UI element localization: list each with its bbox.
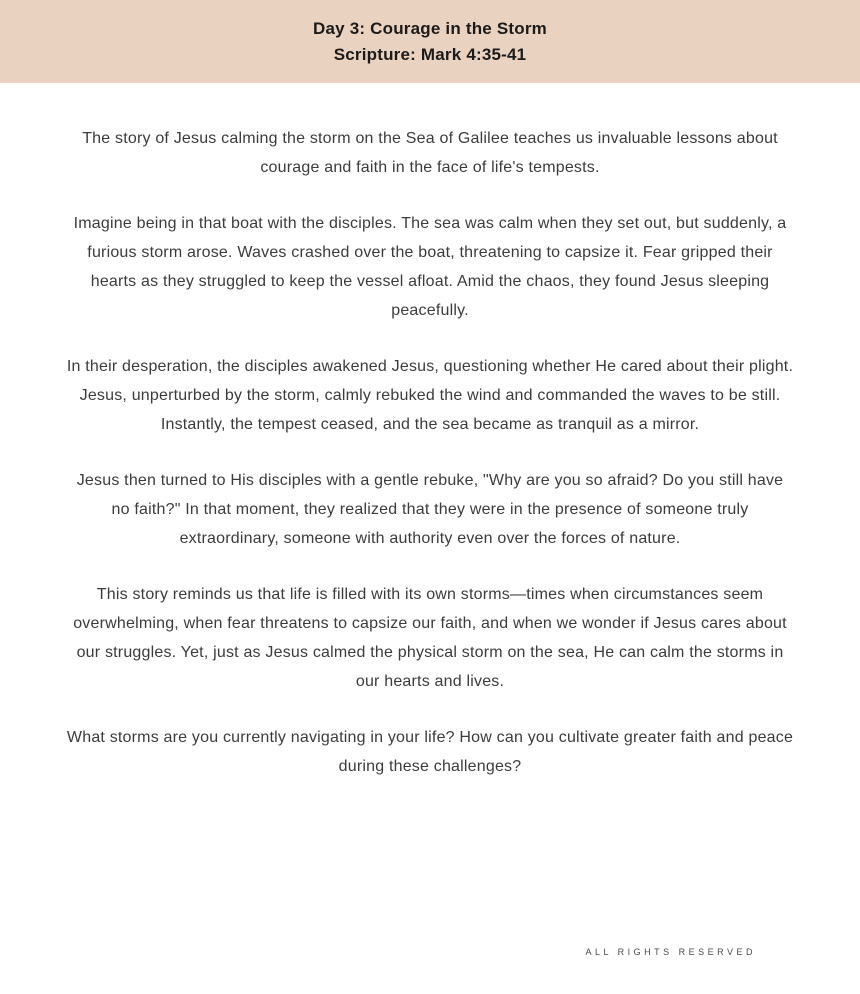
- paragraph-application: This story reminds us that life is filled with its own storms—times when circumstances seem overwhelming, when fear threatens to capsize our faith, and when we wonder if Jesus cares about our struggles. Yet, just as Jesus calmed the physical storm on the sea, He can calm the storms in our hearts and lives.: [73, 586, 787, 690]
- page-title: Day 3: Courage in the Storm: [313, 18, 547, 38]
- paragraph-reflection-questions: What storms are you currently navigating in your life? How can you cultivate greater faith and peace during these challenges?: [66, 729, 794, 775]
- page-header: [0, 0, 860, 83]
- paragraph-boat-scene: Imagine being in that boat with the disciples. The sea was calm when they set out, but suddenly, a furious storm arose. Waves crashed over the boat, threatening to capsize it. Fear gripped their hearts as they struggled to keep the vessel afloat. Amid the chaos, they found Jesus sleeping peacefully.: [73, 215, 787, 319]
- paragraph-gentle-rebuke: Jesus then turned to His disciples with a gentle rebuke, "Why are you so afraid? Do you still have no faith?" In that moment, they realized that they were in the presence of someone truly extraordinary, someone with authority even over the forces of nature.: [76, 472, 784, 547]
- body-content: [0, 83, 860, 782]
- paragraph-intro: The story of Jesus calming the storm on the Sea of Galilee teaches us invaluable lessons about courage and faith in the face of life's tempests.: [82, 130, 778, 176]
- scripture-reference: Scripture: Mark 4:35-41: [333, 44, 527, 64]
- paragraph-rebuke-storm: In their desperation, the disciples awakened Jesus, questioning whether He cared about their plight. Jesus, unperturbed by the storm, calmly rebuked the wind and commanded the waves to be still. Instantly, the tempest ceased, and the sea became as tranquil as a mirror.: [66, 358, 794, 433]
- rights-reserved-text: ALL RIGHTS RESERVED: [585, 947, 756, 957]
